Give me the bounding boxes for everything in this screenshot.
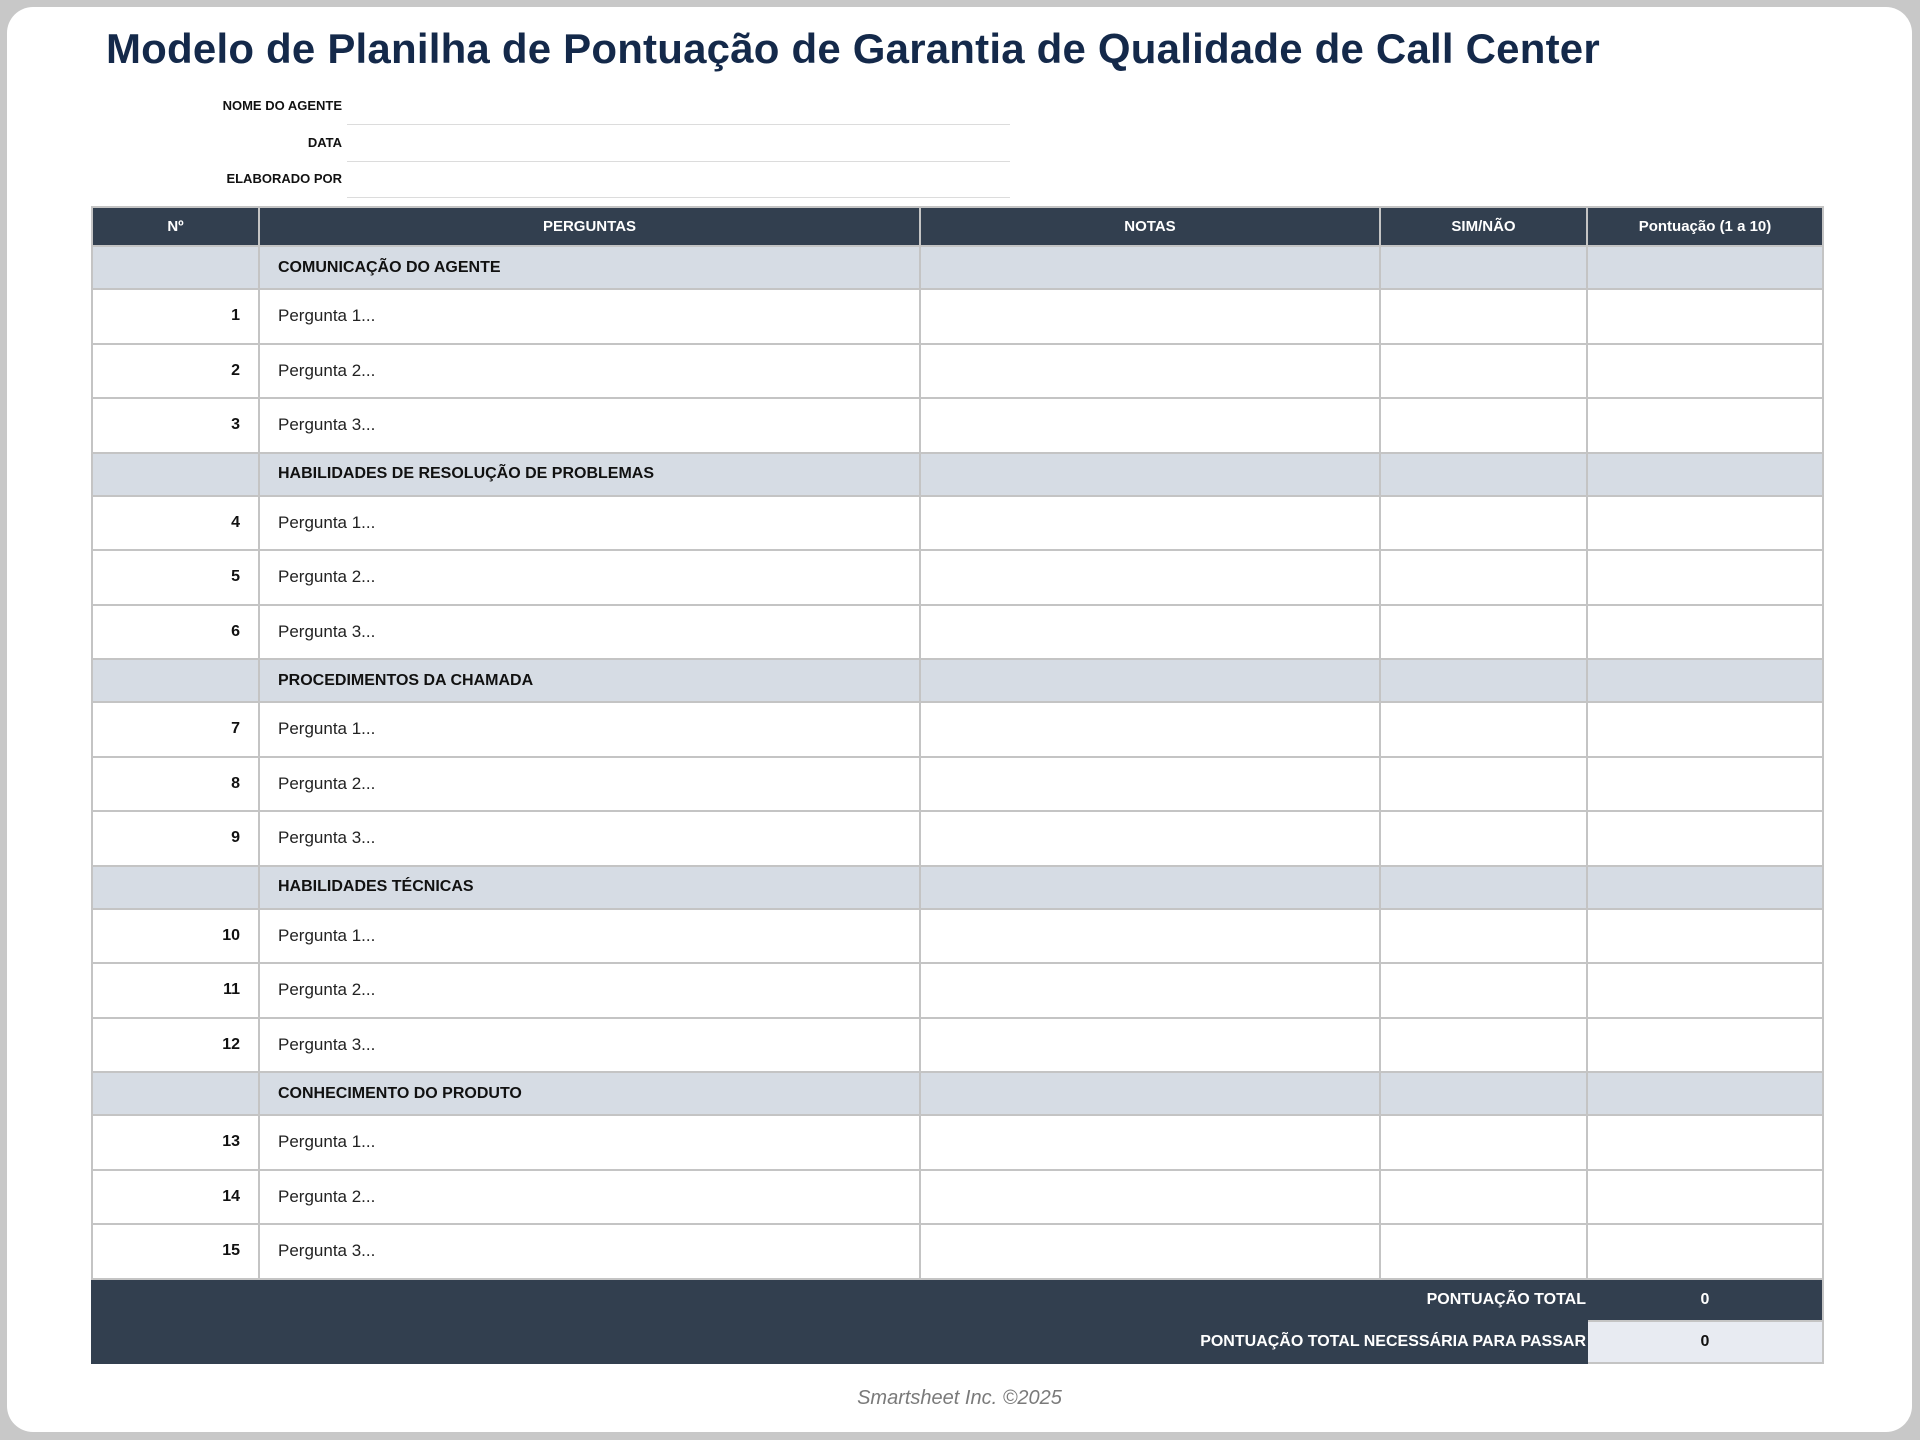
question-number: 4 xyxy=(92,496,259,551)
question-cell[interactable]: Pergunta 3... xyxy=(259,1018,920,1073)
notes-cell[interactable] xyxy=(920,811,1380,866)
table-header-row xyxy=(92,207,1823,246)
notes-cell[interactable] xyxy=(920,289,1380,344)
section-yes-no-cell xyxy=(1380,453,1587,496)
yes-no-cell[interactable] xyxy=(1380,757,1587,812)
header-yes-no: SIM/NÃO xyxy=(1380,207,1587,246)
question-cell[interactable]: Pergunta 2... xyxy=(259,1170,920,1225)
date-label: DATA xyxy=(307,134,342,150)
notes-cell[interactable] xyxy=(920,1170,1380,1225)
score-cell[interactable] xyxy=(1587,909,1823,964)
section-yes-no-cell xyxy=(1380,866,1587,909)
score-cell[interactable] xyxy=(1587,398,1823,453)
question-number: 2 xyxy=(92,344,259,399)
question-number: 1 xyxy=(92,289,259,344)
info-row-prepared-by xyxy=(91,164,927,201)
prepared-by-field[interactable] xyxy=(347,164,1010,198)
table-row xyxy=(92,1115,1823,1170)
section-num-cell xyxy=(92,1072,259,1115)
score-cell[interactable] xyxy=(1587,289,1823,344)
question-cell[interactable]: Pergunta 1... xyxy=(259,1115,920,1170)
section-notes-cell xyxy=(920,1072,1380,1115)
table-row xyxy=(92,398,1823,453)
header-notes: NOTAS xyxy=(920,207,1380,246)
page-title: Modelo de Planilha de Pontuação de Garantia de Qualidade de Call Center xyxy=(106,25,1600,72)
notes-cell[interactable] xyxy=(920,605,1380,660)
question-cell[interactable]: Pergunta 2... xyxy=(259,757,920,812)
yes-no-cell[interactable] xyxy=(1380,1224,1587,1279)
notes-cell[interactable] xyxy=(920,550,1380,605)
yes-no-cell[interactable] xyxy=(1380,811,1587,866)
section-notes-cell xyxy=(920,453,1380,496)
date-field[interactable] xyxy=(347,128,1010,162)
notes-cell[interactable] xyxy=(920,963,1380,1018)
score-cell[interactable] xyxy=(1587,496,1823,551)
score-cell[interactable] xyxy=(1587,963,1823,1018)
question-cell[interactable]: Pergunta 1... xyxy=(259,496,920,551)
passing-score-label: PONTUAÇÃO TOTAL NECESSÁRIA PARA PASSAR xyxy=(92,1321,1587,1363)
section-num-cell xyxy=(92,659,259,702)
question-cell[interactable]: Pergunta 1... xyxy=(259,909,920,964)
question-cell[interactable]: Pergunta 2... xyxy=(259,344,920,399)
yes-no-cell[interactable] xyxy=(1380,1018,1587,1073)
notes-cell[interactable] xyxy=(920,496,1380,551)
section-score-cell xyxy=(1587,659,1823,702)
header-num: Nº xyxy=(92,207,259,246)
prepared-by-label: ELABORADO POR xyxy=(226,171,342,186)
section-label: CONHECIMENTO DO PRODUTO xyxy=(259,1072,920,1115)
table-row xyxy=(92,1170,1823,1225)
section-score-cell xyxy=(1587,246,1823,289)
yes-no-cell[interactable] xyxy=(1380,702,1587,757)
question-number: 9 xyxy=(92,811,259,866)
notes-cell[interactable] xyxy=(920,398,1380,453)
question-number: 12 xyxy=(92,1018,259,1073)
score-cell[interactable] xyxy=(1587,757,1823,812)
yes-no-cell[interactable] xyxy=(1380,496,1587,551)
yes-no-cell[interactable] xyxy=(1380,963,1587,1018)
section-row xyxy=(92,866,1823,909)
section-num-cell xyxy=(92,246,259,289)
section-num-cell xyxy=(92,866,259,909)
section-label: PROCEDIMENTOS DA CHAMADA xyxy=(259,659,920,702)
table-row xyxy=(92,909,1823,964)
table-row xyxy=(92,344,1823,399)
notes-cell[interactable] xyxy=(920,1115,1380,1170)
section-yes-no-cell xyxy=(1380,659,1587,702)
section-label: COMUNICAÇÃO DO AGENTE xyxy=(259,246,920,289)
question-number: 3 xyxy=(92,398,259,453)
section-label: HABILIDADES DE RESOLUÇÃO DE PROBLEMAS xyxy=(259,453,920,496)
table-row xyxy=(92,963,1823,1018)
question-cell[interactable]: Pergunta 2... xyxy=(259,963,920,1018)
table-row xyxy=(92,811,1823,866)
score-cell[interactable] xyxy=(1587,605,1823,660)
section-yes-no-cell xyxy=(1380,1072,1587,1115)
question-number: 14 xyxy=(92,1170,259,1225)
table-row xyxy=(92,1224,1823,1279)
score-cell[interactable] xyxy=(1587,344,1823,399)
section-num-cell xyxy=(92,453,259,496)
question-number: 5 xyxy=(92,550,259,605)
question-number: 10 xyxy=(92,909,259,964)
passing-score-value[interactable]: 0 xyxy=(1587,1321,1823,1363)
yes-no-cell[interactable] xyxy=(1380,909,1587,964)
section-row xyxy=(92,246,1823,289)
total-score-value: 0 xyxy=(1587,1279,1823,1321)
notes-cell[interactable] xyxy=(920,757,1380,812)
qa-score-table xyxy=(91,206,1824,1364)
agent-name-label: NOME DO AGENTE xyxy=(222,98,342,113)
score-cell[interactable] xyxy=(1587,1018,1823,1073)
score-cell[interactable] xyxy=(1587,550,1823,605)
question-cell[interactable]: Pergunta 1... xyxy=(259,289,920,344)
question-number: 13 xyxy=(92,1115,259,1170)
notes-cell[interactable] xyxy=(920,909,1380,964)
table-row xyxy=(92,1018,1823,1073)
question-number: 15 xyxy=(92,1224,259,1279)
copyright-footer: Smartsheet Inc. ©2025 xyxy=(857,1387,1062,1409)
yes-no-cell[interactable] xyxy=(1380,398,1587,453)
info-row-agent-name xyxy=(91,91,927,128)
question-cell[interactable]: Pergunta 3... xyxy=(259,605,920,660)
yes-no-cell[interactable] xyxy=(1380,550,1587,605)
score-cell[interactable] xyxy=(1587,811,1823,866)
question-number: 8 xyxy=(92,757,259,812)
table-row xyxy=(92,757,1823,812)
agent-info-block xyxy=(91,91,927,201)
table-row xyxy=(92,550,1823,605)
score-cell[interactable] xyxy=(1587,702,1823,757)
question-cell[interactable]: Pergunta 3... xyxy=(259,398,920,453)
total-score-label: PONTUAÇÃO TOTAL xyxy=(92,1279,1587,1321)
yes-no-cell[interactable] xyxy=(1380,1170,1587,1225)
question-number: 6 xyxy=(92,605,259,660)
section-score-cell xyxy=(1587,1072,1823,1115)
notes-cell[interactable] xyxy=(920,702,1380,757)
header-score: Pontuação (1 a 10) xyxy=(1587,207,1823,246)
table-row xyxy=(92,702,1823,757)
score-cell[interactable] xyxy=(1587,1170,1823,1225)
question-number: 7 xyxy=(92,702,259,757)
section-score-cell xyxy=(1587,866,1823,909)
section-notes-cell xyxy=(920,866,1380,909)
notes-cell[interactable] xyxy=(920,1224,1380,1279)
agent-name-field[interactable] xyxy=(347,91,1010,125)
yes-no-cell[interactable] xyxy=(1380,605,1587,660)
section-row xyxy=(92,1072,1823,1115)
info-row-date xyxy=(91,128,927,165)
document-page xyxy=(7,7,1912,1432)
question-number: 11 xyxy=(92,963,259,1018)
question-cell[interactable]: Pergunta 1... xyxy=(259,702,920,757)
section-row xyxy=(92,453,1823,496)
score-cell[interactable] xyxy=(1587,1115,1823,1170)
passing-score-row xyxy=(92,1321,1823,1363)
question-cell[interactable]: Pergunta 2... xyxy=(259,550,920,605)
section-notes-cell xyxy=(920,246,1380,289)
notes-cell[interactable] xyxy=(920,1018,1380,1073)
section-yes-no-cell xyxy=(1380,246,1587,289)
question-cell[interactable]: Pergunta 3... xyxy=(259,811,920,866)
yes-no-cell[interactable] xyxy=(1380,344,1587,399)
section-score-cell xyxy=(1587,453,1823,496)
notes-cell[interactable] xyxy=(920,344,1380,399)
yes-no-cell[interactable] xyxy=(1380,289,1587,344)
header-questions: PERGUNTAS xyxy=(259,207,920,246)
section-row xyxy=(92,659,1823,702)
score-cell[interactable] xyxy=(1587,1224,1823,1279)
total-score-row xyxy=(92,1279,1823,1321)
section-label: HABILIDADES TÉCNICAS xyxy=(259,866,920,909)
table-row xyxy=(92,289,1823,344)
question-cell[interactable]: Pergunta 3... xyxy=(259,1224,920,1279)
section-notes-cell xyxy=(920,659,1380,702)
table-row xyxy=(92,605,1823,660)
table-row xyxy=(92,496,1823,551)
yes-no-cell[interactable] xyxy=(1380,1115,1587,1170)
